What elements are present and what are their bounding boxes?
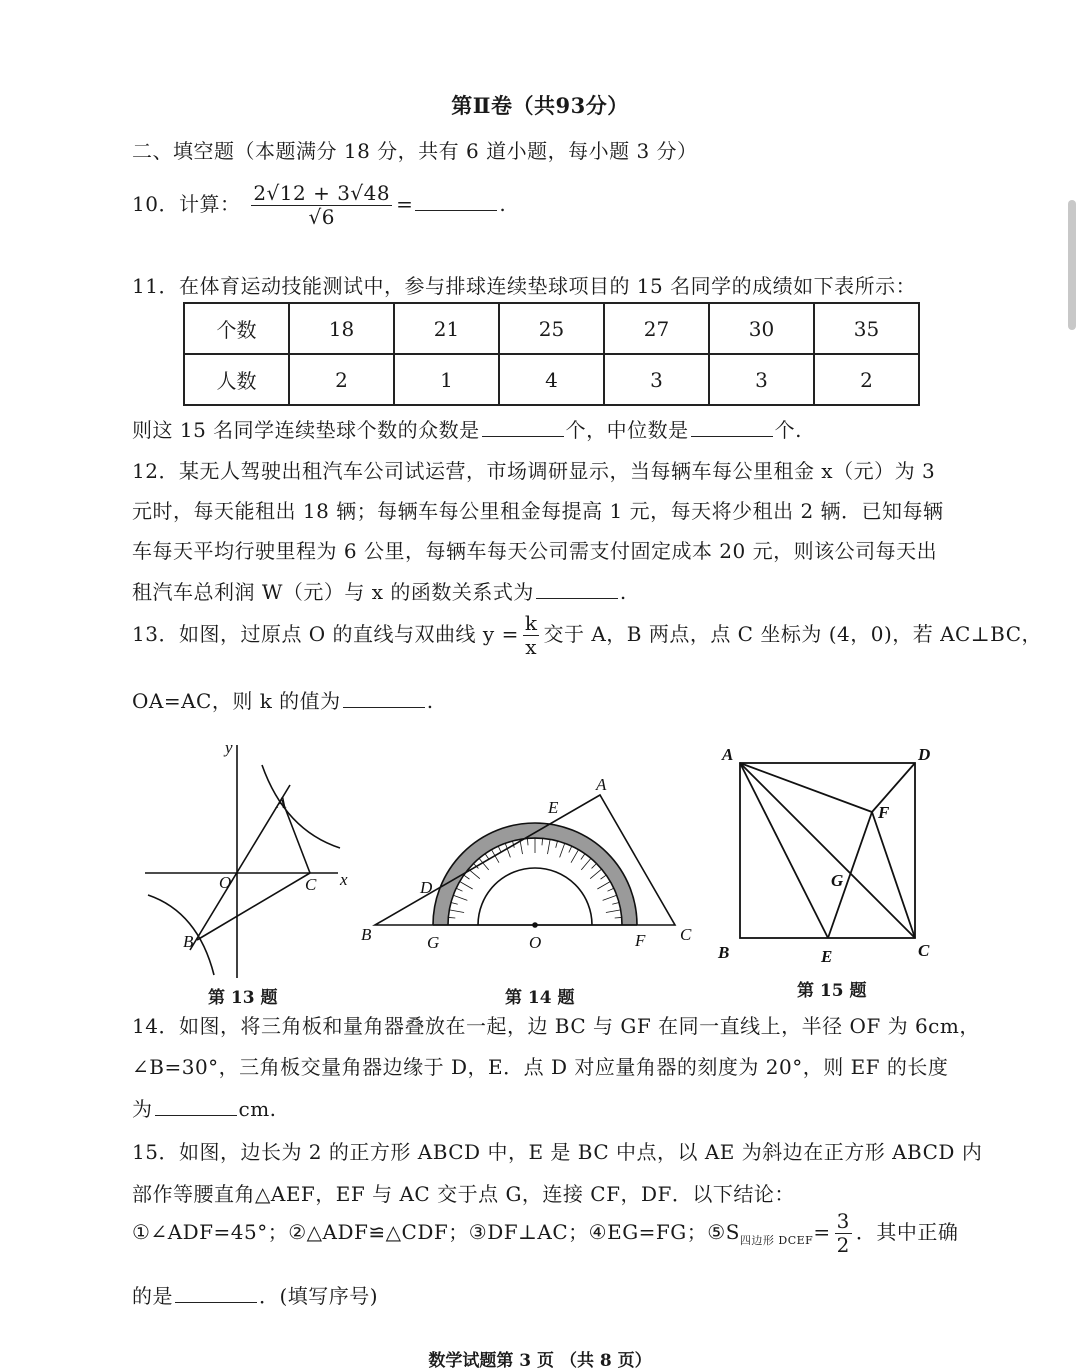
q12-text: 租汽车总利润 W（元）与 x 的函数关系式为 [132, 580, 534, 604]
q11-text: 11．在体育运动技能测试中，参与排球连续垫球项目的 15 名同学的成绩如下表所示： [132, 274, 917, 298]
caption-figure-13: 第 13 题 [208, 988, 278, 1008]
label-c: C [305, 875, 317, 894]
q10-prefix: 10．计算： [132, 192, 241, 216]
part-heading: 二、填空题（本题满分 18 分，共有 6 道小题，每小题 3 分） [132, 139, 698, 163]
label-f: F [635, 931, 646, 950]
label-c: C [918, 941, 930, 960]
label-e: E [821, 947, 833, 966]
label-d: D [420, 878, 433, 897]
q12-line-3: 车每天平均行驶里程为 6 公里，每辆车每天公司需支付固定成本 20 元，则该公司每天出 [132, 539, 938, 563]
label-c: C [680, 925, 692, 944]
figure-13 [145, 738, 348, 978]
label-d: D [918, 745, 931, 764]
q11-text-a: 则这 15 名同学连续垫球个数的众数是 [132, 418, 480, 442]
q15-frac-den: 2 [836, 1233, 850, 1257]
q15-fraction [835, 1210, 852, 1257]
q12-end: . [619, 580, 627, 604]
table-cell: 35 [814, 303, 919, 354]
label-a: A [276, 793, 287, 812]
label-a: A [596, 775, 607, 794]
q15-text-a: ①∠ADF=45°；②△ADF≌△CDF；③DF⊥AC；④EG=FG；⑤S [132, 1220, 740, 1244]
q15-text-d: ．(填写序号) [259, 1284, 379, 1308]
q13-frac-den: x [525, 635, 538, 659]
q10-equals: = [396, 192, 414, 216]
label-b: B [718, 943, 730, 962]
figure-15 [717, 745, 930, 966]
label-g: G [427, 933, 440, 952]
q15-line-4 [132, 1280, 378, 1309]
q15-frac-num: 3 [836, 1209, 850, 1233]
q15-line-3 [132, 1210, 958, 1257]
line-ab [190, 785, 290, 950]
q10-end: . [499, 192, 507, 216]
q14-line-1: 14．如图，将三角板和量角器叠放在一起，边 BC 与 GF 在同一直线上，半径 OF 为 6cm， [132, 1014, 980, 1038]
label-a: A [722, 745, 734, 764]
label-g: G [831, 871, 844, 890]
q12-line-2: 元时，每天能租出 18 辆；每辆车每公里租金每提高 1 元，每天将少租出 2 辆．已知每辆 [132, 499, 944, 523]
table-cell: 25 [499, 303, 604, 354]
caption-figure-14: 第 14 题 [505, 988, 575, 1008]
q10-numerator: 2√12 + 3√48 [253, 181, 391, 205]
q13-text-b: 交于 A，B 两点，点 C 坐标为 (4，0)，若 AC⊥BC， [543, 622, 1043, 646]
table-cell: 3 [709, 354, 814, 405]
table-cell: 3 [604, 354, 709, 405]
page-footer: 数学试题第 3 页 （共 8 页） [428, 1351, 652, 1371]
q15-answer-blank[interactable] [175, 1284, 257, 1303]
q13-text: OA=AC，则 k 的值为 [132, 689, 341, 713]
scrollbar[interactable] [1068, 200, 1076, 330]
q15-subscript: 四边形 DCEF [739, 1234, 814, 1247]
label-o: O [529, 933, 542, 952]
q14-text-b: cm. [238, 1097, 277, 1121]
label-o: O [219, 873, 232, 892]
caption-figure-15: 第 15 题 [797, 981, 867, 1001]
q15-line-2: 部作等腰直角△AEF，EF 与 AC 交于点 G，连接 CF，DF．以下结论： [132, 1182, 795, 1206]
q14-line-2: ∠B=30°，三角板交量角器边缘于 D，E．点 D 对应量角器的刻度为 20°，则 EF 的长度 [132, 1055, 949, 1079]
q14-line-3 [132, 1093, 277, 1122]
q11-text-b: 个，中位数是 [565, 418, 689, 442]
q14-text-a: 为 [132, 1097, 153, 1121]
table-cell: 18 [289, 303, 394, 354]
table-cell: 4 [499, 354, 604, 405]
label-b: B [361, 925, 372, 944]
table-cell: 21 [394, 303, 499, 354]
q14-answer-blank[interactable] [155, 1097, 237, 1116]
table-cell: 人数 [184, 354, 289, 405]
hyperbola-upper [262, 765, 340, 848]
table-cell: 27 [604, 303, 709, 354]
label-e: E [548, 798, 559, 817]
line-bc [197, 873, 310, 940]
table-cell: 30 [709, 303, 814, 354]
q13-frac-num: k [524, 611, 538, 635]
label-x: x [340, 870, 348, 889]
q15-equals: = [813, 1220, 831, 1244]
q11-text-c: 个. [774, 418, 803, 442]
q15-text-b: ．其中正确 [855, 1220, 959, 1244]
figure-14 [361, 775, 692, 952]
table-cell: 2 [814, 354, 919, 405]
q10-denominator: √6 [308, 205, 335, 229]
label-b: B [183, 932, 194, 951]
table-cell: 1 [394, 354, 499, 405]
q12-line-1: 12．某无人驾驶出租汽车公司试运营，市场调研显示，当每辆车每公里租金 x（元）为 3 [132, 459, 936, 483]
q13-end: . [426, 689, 434, 713]
label-y: y [225, 738, 233, 757]
q13-text-a: 13．如图，过原点 O 的直线与双曲线 y = [132, 622, 519, 646]
section-title: 第Ⅱ卷（共93分） [451, 93, 629, 118]
q15-line-1: 15．如图，边长为 2 的正方形 ABCD 中，E 是 BC 中点，以 AE 为斜边在正方形 ABCD 内 [132, 1140, 983, 1164]
table-cell: 2 [289, 354, 394, 405]
label-f: F [878, 803, 890, 822]
table-cell: 个数 [184, 303, 289, 354]
q15-text-c: 的是 [132, 1284, 173, 1308]
